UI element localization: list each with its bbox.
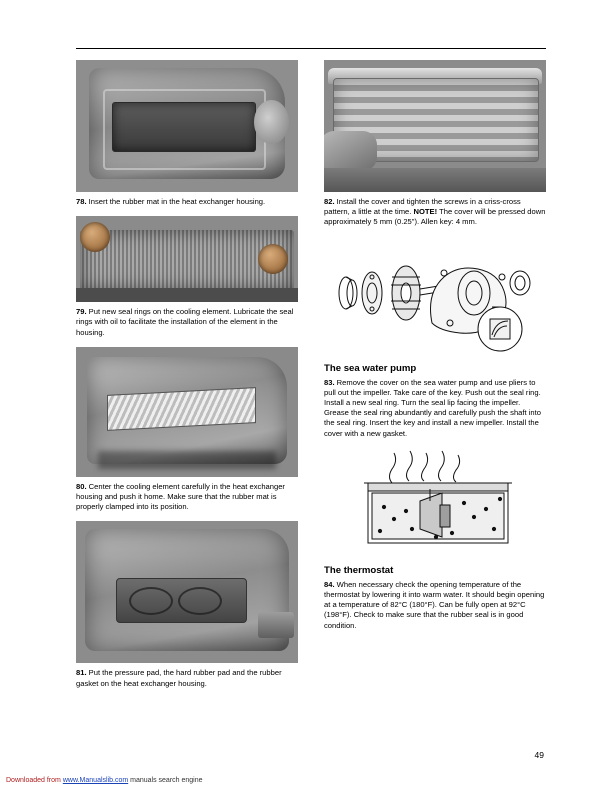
page-number: 49 [534,750,544,760]
manualslib-link[interactable]: www.Manualslib.com [62,777,129,784]
pump-exploded-svg [324,237,546,357]
step-80-number: 80. [76,481,87,491]
header-rule [76,48,546,49]
photo-heat-exchanger-rubber-mat [76,60,298,192]
footer-attribution [6,777,203,784]
thermostat-bath-svg [324,449,546,559]
sea-water-pump-heading: The sea water pump [324,362,417,374]
step-82-text: Install the cover and tighten the screws in a criss-cross pattern, a little at the time. [324,197,521,217]
step-82-block [324,60,546,228]
step-83-paragraph [324,378,546,439]
step-80-caption [76,482,298,513]
step-82-caption [324,197,546,228]
step-83-text: Remove the cover on the sea water pump and use pliers to pull out the impeller. Take care of the key. Push out the seal ring. Install a new seal ring. Turn the seal lip facing the impeller. Grease the seal ring abundantly and carefully push the shaft into the seal ring. Insert the key and install a new impeller. Install the cover with a new gasket. [324,377,541,438]
right-column [324,60,546,631]
drawing-thermostat-in-warm-water-bath [324,449,546,559]
footer-suffix: manuals search engine [130,777,203,784]
thermostat-heading: The thermostat [324,564,394,576]
photo-cooling-element-centered [76,347,298,477]
drawing-sea-water-pump-exploded [324,237,546,357]
step-84-number: 84. [324,579,335,589]
photo-cooling-element-seal-rings [76,216,298,302]
step-82-number: 82. [324,197,335,206]
step-82-note-label: NOTE! [413,207,438,217]
step-81-number: 81. [76,668,87,678]
step-84-text: When necessary check the opening temperature of the thermostat by lowering it into warm water. It should begin opening at a temperature of 82°C (180°F). Can be fully open at 92°C (198°F). Check to make sure that the rubber seal is in good condition. [324,579,545,630]
step-83-number: 83. [324,377,335,387]
step-79-caption [76,307,298,338]
photo-cover-installed-screws [324,60,546,192]
footer-prefix: Downloaded from [6,777,61,784]
step-80-block [76,347,298,513]
photo-pressure-pad-rubber-gasket [76,521,298,663]
step-79-block [76,216,298,338]
step-81-block [76,521,298,688]
step-79-number: 79. [76,307,87,317]
step-78-number: 78. [76,197,87,206]
step-79-text: Put new seal rings on the cooling element. Lubricate the seal rings with oil to facilitate the installation of the element in the housing. [76,307,294,337]
step-81-caption [76,668,298,688]
step-78-text: Insert the rubber mat in the heat exchanger housing. [86,197,266,206]
step-81-text: Put the pressure pad, the hard rubber pad and the rubber gasket on the heat exchanger housing. [76,668,282,688]
step-80-text: Center the cooling element carefully in the heat exchanger housing and push it home. Make sure that the rubber mat is properly clamped into its position. [76,481,285,512]
step-78-caption [76,197,298,207]
step-84-paragraph [324,580,546,631]
step-82-note-text: The cover will be pressed down approximately 5 mm (0.25"). Allen key: 4 mm. [324,207,546,227]
left-column [76,60,298,698]
step-78-block [76,60,298,207]
